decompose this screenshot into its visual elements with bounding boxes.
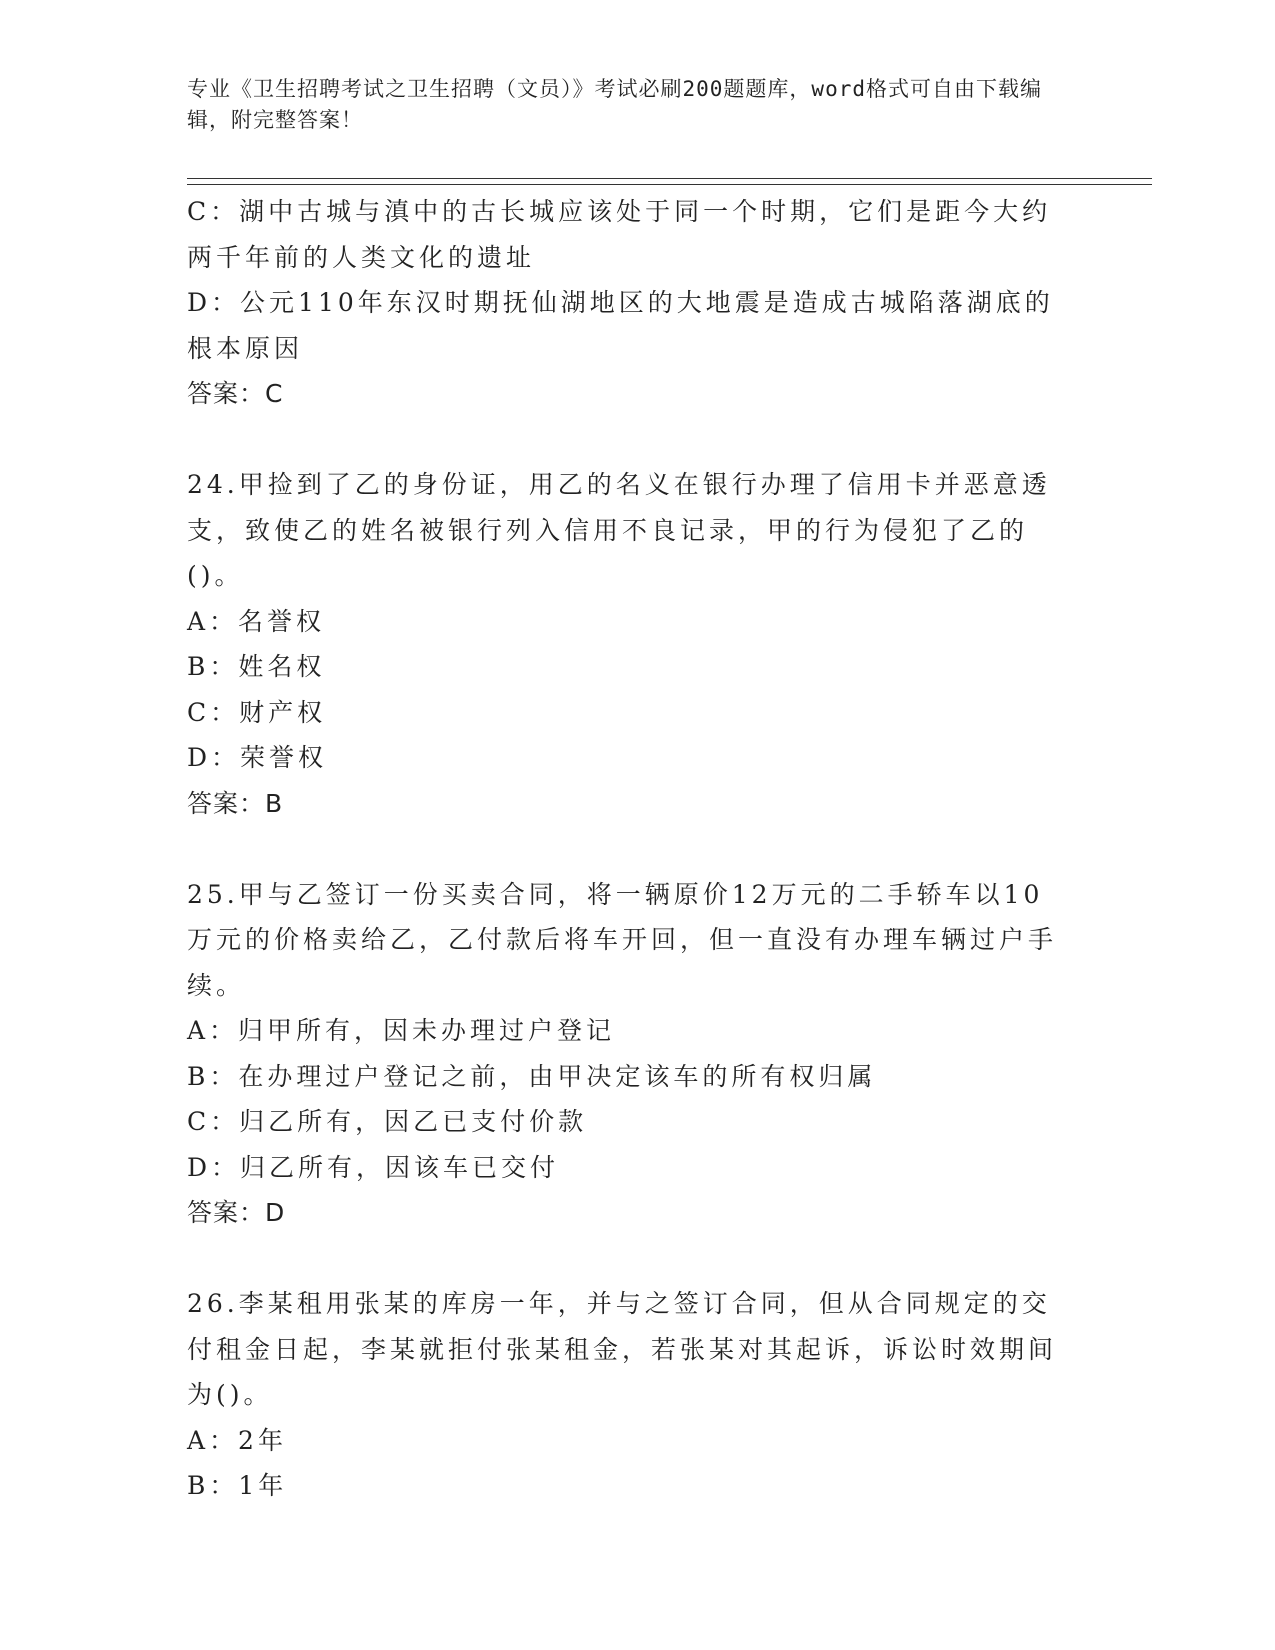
q25-option-c: C：归乙所有，因乙已支付价款 [187,1107,588,1136]
q23-option-d: D：公元110年东汉时期抚仙湖地区的大地震是造成古城陷落湖底的根本原因 [187,288,1054,363]
q25-option-a: A：归甲所有，因未办理过户登记 [187,1016,616,1045]
q26-option-a: A：2年 [187,1425,287,1455]
q23-answer: 答案：C [187,379,284,408]
q25-question: 25.甲与乙签订一份买卖合同，将一辆原价12万元的二手轿车以10万元的价格卖给乙，乙付款后将车开回，但一直没有办理车辆过户手续。 [187,879,1058,1000]
q25-option-d: D：归乙所有，因该车已交付 [187,1152,560,1182]
header-double-rule [187,178,1152,185]
q24-question: 24.甲捡到了乙的身份证，用乙的名义在银行办理了信用卡并恶意透支，致使乙的姓名被银行列入信用不良记录，甲的行为侵犯了乙的()。 [187,470,1051,590]
q26-question: 26.李某租用张某的库房一年，并与之签订合同，但从合同规定的交付租金日起，李某就拒付张某租金，若张某对其起诉，诉讼时效期间为()。 [187,1289,1058,1409]
q24-option-d: D：荣誉权 [187,743,328,772]
q25-answer: 答案：D [187,1198,286,1227]
q25-option-b: B：在办理过户登记之前，由甲决定该车的所有权归属 [187,1061,877,1091]
spacer [187,1236,1072,1282]
q26-option-b: B：1年 [187,1471,288,1500]
q24-option-a: A：名誉权 [187,606,326,636]
page-header: 专业《卫生招聘考试之卫生招聘（文员）》考试必刷200题题库，word格式可自由下载编辑，附完整答案！ [187,77,1042,132]
q24-option-b: B：姓名权 [187,652,326,681]
spacer [187,417,1072,463]
q24-answer: 答案：B [187,788,284,818]
q24-option-c: C：财产权 [187,697,327,727]
q23-option-c: C：湖中古城与滇中的古长城应该处于同一个时期，它们是距今大约两千年前的人类文化的遗址 [187,197,1052,272]
spacer [187,826,1072,872]
document-body [187,189,1072,1509]
